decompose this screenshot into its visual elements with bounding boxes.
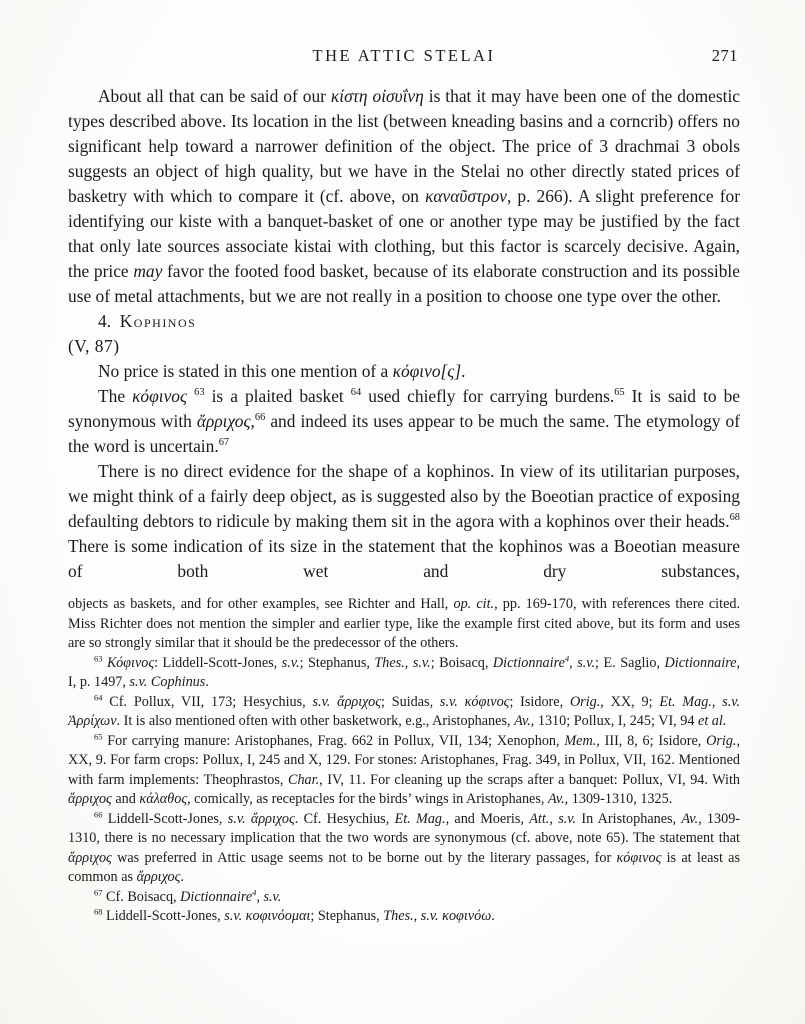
footnote-63: $^{63}$ Κόφινος: Liddell-Scott-Jones, s.v.; Stephanus, Thes., s.v.; Boisacq, Dictionnaire$^4$, s.v.; E. Saglio, Dictionnaire, I, p. 1497, s.v. Cophinus. bbox=[68, 652, 741, 690]
running-head bbox=[68, 46, 740, 68]
page-number: 271 bbox=[711, 46, 738, 65]
footnote-66: $^{66}$ Liddell-Scott-Jones, s.v. ἄρριχος. Cf. Hesychius, Et. Mag., and Moeris, Att., s.v. In Aristophanes, Av., 1309-1310, there is no necessary implication that the two words are synonymous (cf. above, note 65). The statement that ἄρριχος was preferred in Attic usage seems not to be borne out by the literary passages, for κόφινος is at least as common as ἄρριχος. bbox=[68, 808, 741, 885]
footnote-continuation: objects as baskets, and for other examples, see Richter and Hall, op. cit., pp. 169-170, with references there cited. Miss Richter does not mention the simpler and earlier type, like the example first cited above, but its form and uses are so strongly similar that it should be the predecessor of the others. bbox=[68, 596, 741, 651]
footnote-68: $^{68}$ Liddell-Scott-Jones, s.v. κοφινόομαι; Stephanus, Thes., s.v. κοφινόω. bbox=[94, 906, 495, 924]
paragraph-shape-evidence: There is no direct evidence for the shape of a kophinos. In view of its utilitarian purposes, we might think of a fairly deep object, as is suggested also by the Boeotian practice of exposing defaulting debtors to ridicule by making them sit in the agora with a kophinos over their heads.$^{68}$ There is some indication of its size in the statement that the kophinos was a Boeotian measure of both wet and dry substances, bbox=[68, 461, 740, 581]
section-number: 4. bbox=[98, 311, 112, 331]
paragraph-no-price: No price is stated in this one mention of a κόφινο[ς]. bbox=[98, 361, 466, 381]
body-text bbox=[68, 84, 740, 584]
paragraph-kiste-conclusion: About all that can be said of our κίστη οἰσυΐνη is that it may have been one of the domestic types described above. Its location in the list (between kneading basins and a corncrib) offers no significant help toward a narrower definition of the object. The price of 3 drachmai 3 obols suggests an object of high quality, but we have in the Stelai no other directly stated prices of basketry with which to compare it (cf. above, on καναῦστρον, p. 266). A slight preference for identifying our kiste with a banquet-basket of one or another type may be justified by the fact that only late sources associate kistai with clothing, but this factor is scarcely decisive. Again, the price may favor the footed food basket, because of its elaborate construction and its possible use of metal attachments, but we are not really in a position to choose one type over the other. bbox=[68, 86, 741, 306]
footnotes-section bbox=[68, 595, 740, 927]
footnote-64: $^{64}$ Cf. Pollux, VII, 173; Hesychius, s.v. ἄρριχος; Suidas, s.v. κόφινος; Isidore, Orig., XX, 9; Et. Mag., s.v. Ἀρρίχων. It is also mentioned often with other basketwork, e.g., Aristophanes, Av., 1310; Pollux, I, 245; VI, 94 et al. bbox=[68, 691, 741, 729]
section-heading bbox=[68, 309, 740, 334]
paragraph-plaited-basket: The κόφινος $^{63}$ is a plaited basket $^{64}$ used chiefly for carrying burdens.$^{65}$ It is said to be synonymous with ἄρριχος,$^{66}$ and indeed its uses appear to be much the same. The etymology of the word is uncertain.$^{67}$ bbox=[68, 386, 741, 456]
page-title: THE ATTIC STELAI bbox=[312, 46, 496, 65]
section-reference: (V, 87) bbox=[68, 336, 120, 356]
section-title: Kophinos bbox=[119, 311, 197, 331]
footnote-65: $^{65}$ For carrying manure: Aristophanes, Frag. 662 in Pollux, VII, 134; Xenophon, Mem., III, 8, 6; Isidore, Orig., XX, 9. For farm crops: Pollux, I, 245 and X, 129. For stones: Aristophanes, Frag. 349, in Pollux, VII, 162. Mentioned with farm implements: Theophrastos, Char., IV, 11. For cleaning up the scraps after a banquet: Pollux, VI, 94. With ἄρριχος and κάλαθος, comically, as receptacles for the birds’ wings in Aristophanes, Av., 1309-1310, 1325. bbox=[68, 730, 741, 807]
footnote-67: $^{67}$ Cf. Boisacq, Dictionnaire$^4$, s.v. bbox=[94, 886, 282, 905]
